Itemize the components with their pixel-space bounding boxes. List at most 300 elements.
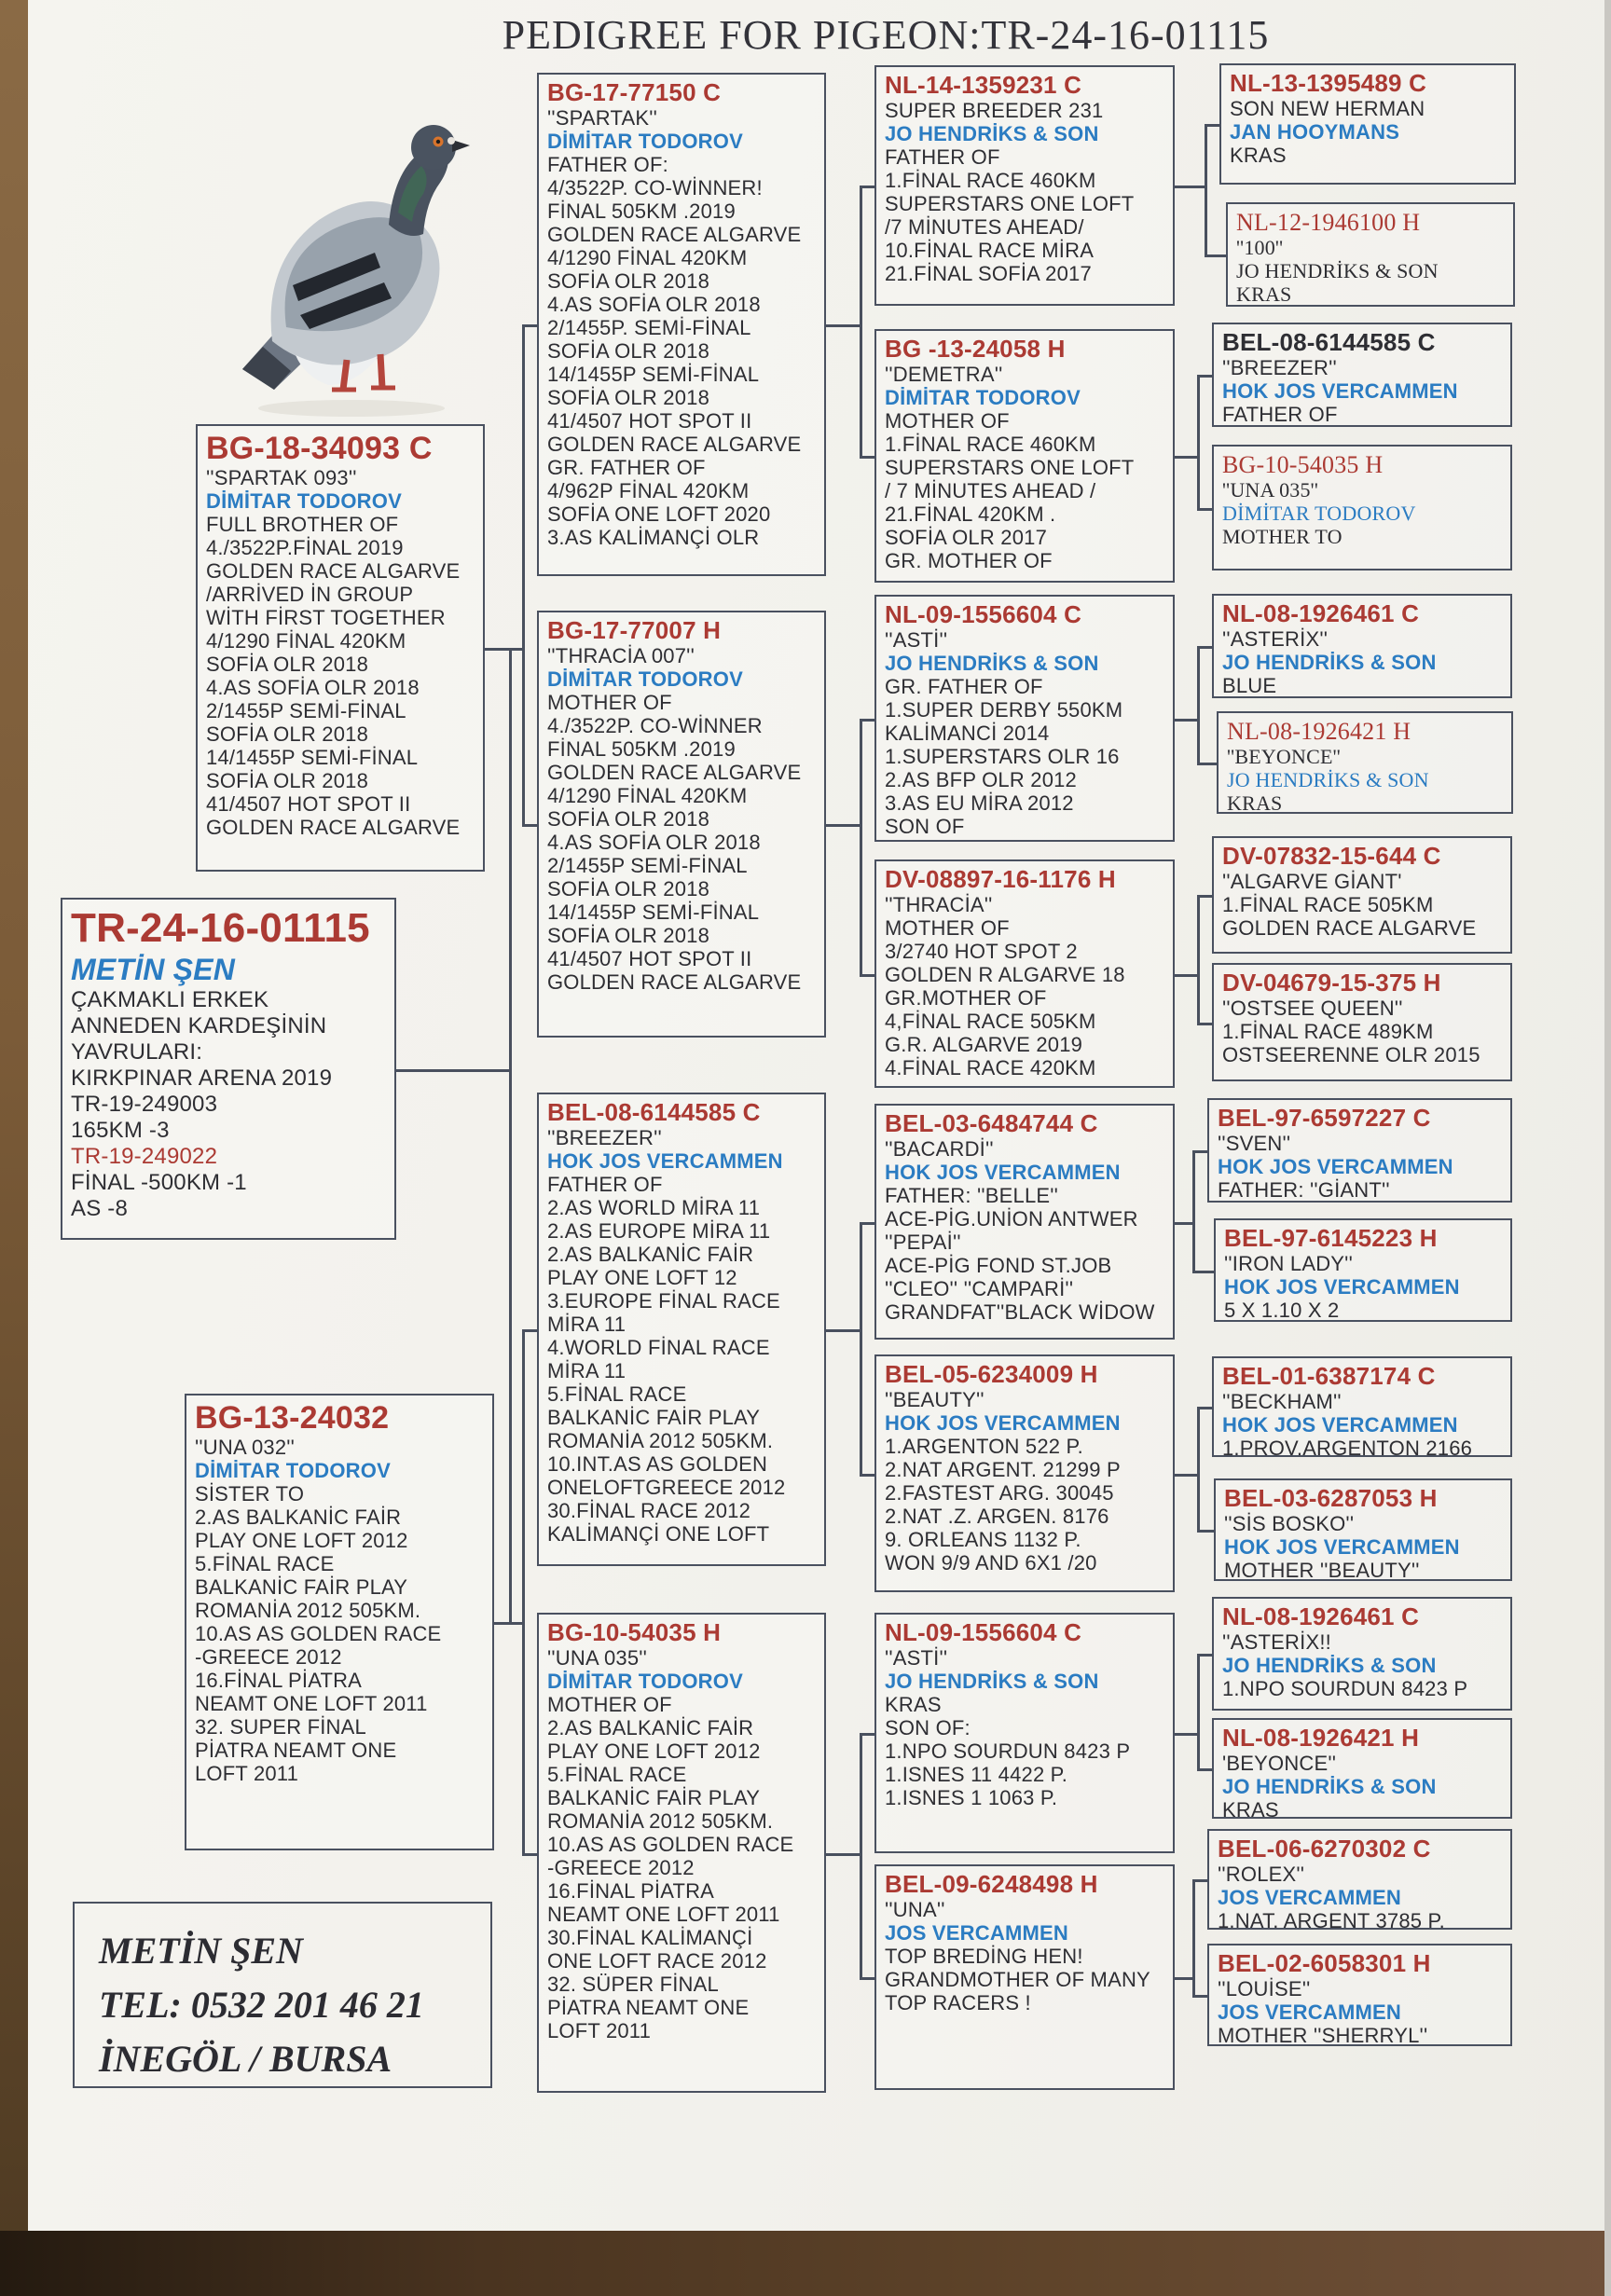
pedigree-line: TOP RACERS ! <box>885 1991 1031 2014</box>
breeder-name: HOK JOS VERCAMMEN <box>1224 1275 1460 1299</box>
pedigree-box-bel06 <box>1207 1829 1512 1930</box>
pedigree-line: GOLDEN RACE ALGARVE <box>1222 916 1477 940</box>
breeder-name: JO HENDRİKS & SON <box>885 122 1099 145</box>
pedigree-box-tr <box>61 898 396 1240</box>
pigeon-name: ''UNA'' <box>885 1898 945 1921</box>
pedigree-line: 2.AS BALKANİC FAİR <box>547 1243 754 1266</box>
pedigree-line: 21.FİNAL SOFİA 2017 <box>885 262 1092 285</box>
breeder-name: JO HENDRİKS & SON <box>1222 651 1437 674</box>
owner-name: METİN ŞEN <box>99 1930 303 1972</box>
breeder-name: HOK JOS VERCAMMEN <box>1222 1413 1458 1437</box>
pedigree-line: MOTHER TO <box>1222 525 1342 548</box>
pedigree-line: 2/1455P SEMİ-FİNAL <box>206 699 406 722</box>
pedigree-line: GOLDEN RACE ALGARVE <box>547 223 802 246</box>
connector-line <box>1192 1271 1214 1273</box>
pedigree-line: SOFİA OLR 2018 <box>547 877 709 901</box>
connector-line <box>494 1622 525 1625</box>
pigeon-name: ''BREEZER'' <box>547 1126 662 1149</box>
pedigree-box-nl08_421b <box>1212 1718 1512 1819</box>
breeder-name: HOK JOS VERCAMMEN <box>885 1411 1121 1435</box>
pedigree-box-bel97_223 <box>1214 1218 1512 1322</box>
connector-line <box>509 648 512 1622</box>
pedigree-box-bg10_c2 <box>537 1613 826 2093</box>
pedigree-line: 10.AS AS GOLDEN RACE <box>195 1622 442 1645</box>
breeder-name: HOK JOS VERCAMMEN <box>1224 1535 1460 1559</box>
pedigree-line: 1.ISNES 1 1063 P. <box>885 1786 1058 1809</box>
pedigree-box-bg18 <box>196 424 485 872</box>
connector-line <box>1205 124 1207 254</box>
pedigree-line: GOLDEN R ALGARVE 18 <box>885 963 1125 986</box>
ring-number: NL-13-1395489 C <box>1230 69 1427 97</box>
ring-number: BEL-03-6484744 C <box>885 1109 1098 1137</box>
ring-number: BEL-05-6234009 H <box>885 1360 1098 1388</box>
pigeon-name: ''BEYONCE'' <box>1227 745 1341 768</box>
pedigree-line: MOTHER OF <box>885 409 1010 433</box>
pedigree-line: 2.AS BALKANİC FAİR <box>195 1505 402 1529</box>
connector-line <box>860 456 874 459</box>
pedigree-line: / 7 MİNUTES AHEAD / <box>885 479 1096 502</box>
pedigree-line: GR. MOTHER OF <box>885 549 1053 572</box>
connector-line <box>1192 1150 1195 1271</box>
pedigree-line: PLAY ONE LOFT 12 <box>547 1266 737 1289</box>
connector-line <box>860 186 862 456</box>
contact-phone: TEL: 0532 201 46 21 <box>99 1984 424 2026</box>
pedigree-box-bg13_24032 <box>185 1394 494 1850</box>
pedigree-line: ONELOFTGREECE 2012 <box>547 1476 786 1499</box>
pedigree-line: 4,FİNAL RACE 505KM <box>885 1010 1096 1033</box>
breeder-name: DİMİTAR TODOROV <box>547 667 743 691</box>
pedigree-box-bel03_6287053 <box>1214 1478 1512 1581</box>
pedigree-line: /ARRİVED İN GROUP <box>206 583 414 606</box>
pedigree-line: BALKANİC FAİR PLAY <box>547 1786 761 1809</box>
pedigree-line: 4.AS SOFİA OLR 2018 <box>547 293 761 316</box>
pedigree-line: 1.SUPERSTARS OLR 16 <box>885 745 1120 768</box>
pedigree-line: KRAS <box>1227 791 1283 814</box>
pigeon-illustration <box>207 62 487 425</box>
ring-number: BEL-97-6597227 C <box>1218 1104 1431 1132</box>
pedigree-line: 10.INT.AS AS GOLDEN <box>547 1452 768 1476</box>
pedigree-line: ROMANİA 2012 505KM. <box>195 1599 421 1622</box>
breeder-name: DİMİTAR TODOROV <box>547 130 743 153</box>
connector-line <box>1197 1530 1214 1533</box>
pedigree-box-bel05_6234009 <box>874 1354 1175 1592</box>
pedigree-line: 5 X 1.10 X 2 <box>1224 1299 1340 1322</box>
pedigree-line: 14/1455P SEMİ-FİNAL <box>206 746 419 769</box>
pedigree-box-bg17_77007 <box>537 611 826 1038</box>
pedigree-line: 1.PROV.ARGENTON 2166 <box>1222 1437 1473 1457</box>
pedigree-box-bel02 <box>1207 1944 1512 2046</box>
pigeon-name: ''SPARTAK 093'' <box>206 466 357 489</box>
pedigree-line: 4./3522P.FİNAL 2019 <box>206 536 404 559</box>
ring-number: DV-07832-15-644 C <box>1222 842 1441 870</box>
pedigree-line: GOLDEN RACE ALGARVE <box>547 761 802 784</box>
connector-line <box>1197 1654 1200 1768</box>
pedigree-line: PİATRA NEAMT ONE <box>547 1996 750 2019</box>
ring-number: BG-17-77150 C <box>547 78 722 106</box>
breeder-name: DİMİTAR TODOROV <box>547 1670 743 1693</box>
connector-line <box>1197 508 1212 511</box>
pedigree-line: 4/1290 FİNAL 420KM <box>547 784 748 807</box>
pedigree-line: FİNAL 505KM .2019 <box>547 737 736 761</box>
pedigree-line: BALKANİC FAİR PLAY <box>195 1575 408 1599</box>
connector-line <box>1175 1733 1200 1736</box>
connector-line <box>522 824 537 827</box>
connector-line <box>1205 254 1226 257</box>
pedigree-line: G.R. ALGARVE 2019 <box>885 1033 1083 1056</box>
pedigree-line: 2/1455P SEMİ-FİNAL <box>547 854 748 877</box>
pedigree-line: MOTHER OF <box>885 916 1010 940</box>
connector-line <box>1197 375 1200 508</box>
ring-number: BEL-97-6145223 H <box>1224 1224 1438 1252</box>
pedigree-line: 1.NAT. ARGENT 3785 P. <box>1218 1909 1445 1930</box>
pedigree-line: SOFİA OLR 2018 <box>206 653 368 676</box>
pedigree-box-nl12 <box>1226 202 1515 307</box>
breeder-name: JO HENDRİKS & SON <box>885 652 1099 675</box>
pedigree-line: SOFİA OLR 2018 <box>547 269 709 293</box>
pigeon-name: ''ASTİ'' <box>885 628 948 652</box>
pedigree-line: SOFİA OLR 2018 <box>547 807 709 831</box>
connector-line <box>1175 719 1200 722</box>
ring-number: BG-18-34093 C <box>206 431 433 466</box>
pedigree-line: LOFT 2011 <box>195 1762 299 1785</box>
pedigree-line: FATHER OF <box>547 1173 663 1196</box>
pedigree-line: SON OF <box>885 815 965 838</box>
pedigree-line: BLUE <box>1222 674 1277 697</box>
pedigree-line: BALKANİC FAİR PLAY <box>547 1406 761 1429</box>
pigeon-name: ''BEAUTY'' <box>885 1388 984 1411</box>
connector-line <box>826 324 862 327</box>
ring-number: BEL-06-6270302 C <box>1218 1835 1431 1863</box>
pedigree-line: PLAY ONE LOFT 2012 <box>547 1739 761 1763</box>
ring-number: NL-08-1926461 C <box>1222 1602 1420 1630</box>
pedigree-line: 21.FİNAL 420KM . <box>885 502 1056 526</box>
pedigree-box-dv04679 <box>1212 963 1512 1081</box>
pedigree-line: MİRA 11 <box>547 1313 626 1336</box>
ring-number: NL-08-1926461 C <box>1222 599 1420 627</box>
pedigree-line: ACE-PİG.UNİON ANTWER <box>885 1207 1138 1230</box>
pedigree-line: GRANDMOTHER OF MANY <box>885 1968 1150 1991</box>
ring-number: BEL-09-6248498 H <box>885 1870 1098 1898</box>
pedigree-line: PİATRA NEAMT ONE <box>195 1739 397 1762</box>
pedigree-line: NEAMT ONE LOFT 2011 <box>547 1903 780 1926</box>
pedigree-line: SOFİA OLR 2018 <box>547 924 709 947</box>
pedigree-line: 2.AS WORLD MİRA 11 <box>547 1196 761 1219</box>
pedigree-line: /7 MİNUTES AHEAD/ <box>885 215 1084 239</box>
connector-line <box>1192 1995 1207 1998</box>
pedigree-line: 1.SUPER DERBY 550KM <box>885 698 1123 722</box>
breeder-name: HOK JOS VERCAMMEN <box>1218 1155 1453 1178</box>
pedigree-line: GOLDEN RACE ALGARVE <box>206 559 461 583</box>
pigeon-photo <box>207 62 487 425</box>
pedigree-line: KALİMANCİ 2014 <box>885 722 1050 745</box>
pigeon-name: SON NEW HERMAN <box>1230 97 1425 120</box>
pedigree-box-nl08_421a <box>1217 711 1513 814</box>
pigeon-name: ''SİS BOSKO'' <box>1224 1512 1355 1535</box>
pigeon-name: ''DEMETRA'' <box>885 363 1003 386</box>
ring-number: BEL-08-6144585 C <box>547 1098 761 1126</box>
pedigree-line: 1.NPO SOURDUN 8423 P <box>885 1739 1131 1763</box>
pedigree-box-bg13_24058 <box>874 329 1175 583</box>
pedigree-box-nl08_461a <box>1212 594 1512 698</box>
pedigree-box-nl09_a <box>874 595 1175 842</box>
breeder-name: JOS VERCAMMEN <box>1218 1886 1401 1909</box>
pedigree-line: MOTHER ''SHERRYL'' <box>1218 2024 1428 2046</box>
scan-edge-left <box>0 0 28 2296</box>
pigeon-name: ''100'' <box>1236 236 1284 259</box>
connector-line <box>860 1474 874 1477</box>
pedigree-line: SOFİA OLR 2018 <box>206 769 368 792</box>
pedigree-line: GOLDEN RACE ALGARVE <box>547 433 802 456</box>
breeder-name: HOK JOS VERCAMMEN <box>547 1149 783 1173</box>
pedigree-line: GR. FATHER OF <box>547 456 706 479</box>
connector-line <box>826 1853 862 1856</box>
connector-line <box>1197 1023 1212 1025</box>
connector-line <box>522 1853 537 1856</box>
pedigree-line: ''CLEO'' ''CAMPARİ'' <box>885 1277 1074 1300</box>
pedigree-line: SUPERSTARS ONE LOFT <box>885 456 1135 479</box>
pedigree-line: 1.FİNAL RACE 460KM <box>885 433 1096 456</box>
ring-number: BEL-02-6058301 H <box>1218 1949 1431 1977</box>
pedigree-line: 1.FİNAL RACE 505KM <box>1222 893 1434 916</box>
pedigree-line: SOFİA OLR 2018 <box>547 386 709 409</box>
ring-number: NL-09-1556604 C <box>885 1618 1082 1646</box>
pedigree-line: FATHER: ''GİANT'' <box>1218 1178 1390 1202</box>
pedigree-line: KRAS <box>1230 144 1287 167</box>
pedigree-line: MİRA 11 <box>547 1359 626 1382</box>
pigeon-name: ''ROLEX'' <box>1218 1863 1305 1886</box>
pigeon-name: ''LOUİSE'' <box>1218 1977 1311 2000</box>
pedigree-line: 2.AS EUROPE MİRA 11 <box>547 1219 771 1243</box>
breeder-name: DİMİTAR TODOROV <box>885 386 1081 409</box>
connector-line <box>522 324 525 824</box>
pedigree-box-bg17_77150 <box>537 73 826 576</box>
pedigree-line: AS -8 <box>71 1196 129 1221</box>
pedigree-line: -GREECE 2012 <box>195 1645 342 1669</box>
pedigree-line: 4./3522P. CO-WİNNER <box>547 714 763 737</box>
pedigree-line: SİSTER TO <box>195 1482 305 1505</box>
pedigree-line: LOFT 2011 <box>547 2019 652 2042</box>
pedigree-line: 3.AS KALİMANÇİ OLR <box>547 526 760 549</box>
pedigree-line: WON 9/9 AND 6X1 /20 <box>885 1551 1097 1574</box>
connector-line <box>1175 1474 1200 1477</box>
breeder-name: DİMİTAR TODOROV <box>1222 502 1416 525</box>
pedigree-line: ''PEPAİ'' <box>885 1230 961 1254</box>
pedigree-box-nl09_b <box>874 1613 1175 1853</box>
pedigree-line: TR-19-249022 <box>71 1144 218 1169</box>
pigeon-name: ''SPARTAK'' <box>547 106 658 130</box>
pedigree-line: KRAS <box>1222 1798 1279 1819</box>
pedigree-line: SUPERSTARS ONE LOFT <box>885 192 1135 215</box>
pedigree-line: 32. SUPER FİNAL <box>195 1715 366 1739</box>
breeder-name: DİMİTAR TODOROV <box>195 1459 391 1482</box>
pedigree-box-nl14 <box>874 65 1175 306</box>
pedigree-line: 16.FİNAL PİATRA <box>547 1879 715 1903</box>
pedigree-line: TOP BREDİNG HEN! <box>885 1945 1083 1968</box>
pedigree-line: ROMANİA 2012 505KM. <box>547 1429 774 1452</box>
connector-line <box>1175 456 1200 459</box>
pedigree-line: SON OF: <box>885 1716 971 1739</box>
pedigree-box-bel09 <box>874 1864 1175 2090</box>
pedigree-line: ANNEDEN KARDEŞİNİN <box>71 1013 327 1038</box>
pedigree-line: 1.ISNES 11 4422 P. <box>885 1763 1068 1786</box>
ring-number: NL-12-1946100 H <box>1236 209 1421 236</box>
pedigree-line: MOTHER OF <box>547 691 672 714</box>
pedigree-line: 16.FİNAL PİATRA <box>195 1669 363 1692</box>
pigeon-name: ''BREEZER'' <box>1222 356 1337 379</box>
breeder-name: JO HENDRİKS & SON <box>1222 1775 1437 1798</box>
pedigree-box-bel97_227 <box>1207 1098 1512 1203</box>
ring-number: BEL-01-6387174 C <box>1222 1362 1436 1390</box>
connector-line <box>1197 895 1200 1023</box>
pigeon-name: ''IRON LADY'' <box>1224 1252 1353 1275</box>
pedigree-line: 4.AS SOFİA OLR 2018 <box>547 831 761 854</box>
ring-number: DV-08897-16-1176 H <box>885 865 1116 893</box>
pedigree-box-bel01 <box>1212 1356 1512 1457</box>
pedigree-line: FATHER OF <box>885 145 1000 169</box>
pigeon-name: ''BACARDİ'' <box>885 1137 994 1161</box>
pedigree-line: 30.FİNAL RACE 2012 <box>547 1499 751 1522</box>
pedigree-line: 4/3522P. CO-WİNNER! <box>547 176 763 199</box>
ring-number: BG -13-24058 H <box>885 335 1066 363</box>
pedigree-line: 2.NAT ARGENT. 21299 P <box>885 1458 1121 1481</box>
connector-line <box>860 1222 862 1474</box>
pedigree-line: GRANDFAT''BLACK WİDOW <box>885 1300 1155 1324</box>
ring-number: BG-10-54035 H <box>1222 451 1384 478</box>
connector-line <box>826 824 862 827</box>
pedigree-line: MOTHER OF <box>547 1693 672 1716</box>
pedigree-line: 14/1455P SEMİ-FİNAL <box>547 363 760 386</box>
pedigree-line: KRAS <box>1236 282 1292 306</box>
connector-line <box>860 974 874 977</box>
pedigree-line: GOLDEN RACE ALGARVE <box>547 970 802 994</box>
pedigree-line: GOLDEN RACE ALGARVE <box>206 816 461 839</box>
pedigree-box-bel08_r <box>1212 323 1512 427</box>
pedigree-box-dv07832 <box>1212 836 1512 954</box>
pedigree-line: 165KM -3 <box>71 1118 170 1143</box>
pigeon-name: ''UNA 035'' <box>547 1646 648 1670</box>
pedigree-line: 4.WORLD FİNAL RACE <box>547 1336 770 1359</box>
pedigree-line: FATHER: ''BELLE'' <box>885 1184 1059 1207</box>
connector-line <box>485 648 525 651</box>
pedigree-line: WİTH FİRST TOGETHER <box>206 606 446 629</box>
pedigree-line: 41/4507 HOT SPOT II <box>547 947 752 970</box>
pedigree-line: GR. FATHER OF <box>885 675 1043 698</box>
pedigree-line: ONE LOFT RACE 2012 <box>547 1949 767 1973</box>
pedigree-line: ÇAKMAKLI ERKEK <box>71 987 269 1012</box>
pedigree-line: 5.FİNAL RACE <box>547 1763 687 1786</box>
ring-number: NL-08-1926421 H <box>1227 718 1411 745</box>
pigeon-name: ''UNA 035'' <box>1222 478 1319 502</box>
breeder-name: DİMİTAR TODOROV <box>206 489 402 513</box>
pedigree-line: 2.NAT .Z. ARGEN. 8176 <box>885 1505 1109 1528</box>
ring-number: NL-09-1556604 C <box>885 600 1082 628</box>
contact-box <box>73 1902 492 2088</box>
pedigree-line: 2/1455P. SEMİ-FİNAL <box>547 316 751 339</box>
pedigree-line: 10.FİNAL RACE MİRA <box>885 239 1095 262</box>
scan-edge-right <box>1604 0 1611 2296</box>
breeder-name: JO HENDRİKS & SON <box>885 1670 1099 1693</box>
pedigree-line: YAVRULARI: <box>71 1039 203 1065</box>
pedigree-line: KALİMANÇİ ONE LOFT <box>547 1522 770 1546</box>
breeder-name: METİN ŞEN <box>71 953 236 986</box>
contact-location: İNEGÖL / BURSA <box>99 2038 392 2080</box>
pedigree-line: 2.AS BFP OLR 2012 <box>885 768 1077 791</box>
pedigree-line: 3/2740 HOT SPOT 2 <box>885 940 1078 963</box>
pedigree-line: 32. SÜPER FİNAL <box>547 1973 719 1996</box>
breeder-name: JOS VERCAMMEN <box>1218 2000 1401 2024</box>
pedigree-line: MOTHER ''BEAUTY'' <box>1224 1559 1420 1581</box>
pedigree-line: 14/1455P SEMİ-FİNAL <box>547 901 760 924</box>
connector-line <box>1175 186 1207 188</box>
pedigree-line: GR.MOTHER OF <box>885 986 1047 1010</box>
connector-line <box>1197 1407 1200 1530</box>
ring-number: BG-10-54035 H <box>547 1618 722 1646</box>
pedigree-line: 30.FİNAL KALİMANÇİ <box>547 1926 753 1949</box>
connector-line <box>1197 1768 1212 1771</box>
pedigree-line: 5.FİNAL RACE <box>547 1382 687 1406</box>
pedigree-line: JO HENDRİKS & SON <box>1236 259 1439 282</box>
pigeon-name: ''OSTSEE QUEEN'' <box>1222 997 1403 1020</box>
pedigree-line: 4.AS SOFİA OLR 2018 <box>206 676 420 699</box>
pedigree-line: 5.FİNAL RACE <box>195 1552 335 1575</box>
pedigree-box-bg10_r <box>1212 445 1512 571</box>
pedigree-line: 2.AS BALKANİC FAİR <box>547 1716 754 1739</box>
pedigree-line: SOFİA ONE LOFT 2020 <box>547 502 771 526</box>
pedigree-line: 9. ORLEANS 1132 P. <box>885 1528 1081 1551</box>
pedigree-line: KIRKPINAR ARENA 2019 <box>71 1066 333 1091</box>
pedigree-line: FATHER OF: <box>547 153 668 176</box>
pedigree-line: SOFİA OLR 2018 <box>206 722 368 746</box>
pedigree-line: FİNAL -500KM -1 <box>71 1170 247 1195</box>
pedigree-line: 41/4507 HOT SPOT II <box>206 792 411 816</box>
breeder-name: HOK JOS VERCAMMEN <box>885 1161 1121 1184</box>
pigeon-name: ''THRACİA'' <box>885 893 993 916</box>
pedigree-line: 2.FASTEST ARG. 30045 <box>885 1481 1114 1505</box>
pedigree-line: ACE-PİG FOND ST.JOB <box>885 1254 1112 1277</box>
breeder-name: HOK JOS VERCAMMEN <box>1222 379 1458 403</box>
pedigree-line: 4.FİNAL RACE 420KM <box>885 1056 1096 1079</box>
ring-number: BEL-03-6287053 H <box>1224 1484 1438 1512</box>
ring-number: BEL-08-6144585 C <box>1222 328 1436 356</box>
pedigree-box-bel08_c2 <box>537 1093 826 1566</box>
pedigree-line: TR-19-249003 <box>71 1092 218 1117</box>
connector-line <box>1175 974 1200 977</box>
ring-number: TR-24-16-01115 <box>71 905 370 951</box>
pigeon-name: ''ASTİ'' <box>885 1646 948 1670</box>
pedigree-line: 10.AS AS GOLDEN RACE <box>547 1833 794 1856</box>
breeder-name: JOS VERCAMMEN <box>885 1921 1068 1945</box>
pedigree-box-bel03_6484744 <box>874 1104 1175 1340</box>
ring-number: DV-04679-15-375 H <box>1222 969 1441 997</box>
connector-line <box>860 719 862 974</box>
ring-number: NL-14-1359231 C <box>885 71 1082 99</box>
pedigree-line: FULL BROTHER OF <box>206 513 399 536</box>
connector-line <box>826 1329 862 1332</box>
pedigree-line: -GREECE 2012 <box>547 1856 695 1879</box>
pedigree-line: 4/1290 FİNAL 420KM <box>547 246 748 269</box>
pedigree-line: 4/1290 FİNAL 420KM <box>206 629 406 653</box>
pedigree-line: 1.ARGENTON 522 P. <box>885 1435 1083 1458</box>
connector-line <box>1175 1222 1195 1225</box>
pedigree-line: FİNAL 505KM .2019 <box>547 199 736 223</box>
connector-line <box>522 1329 525 1853</box>
pedigree-line: 1.FİNAL RACE 460KM <box>885 169 1096 192</box>
connector-line <box>1197 646 1200 763</box>
breeder-name: JO HENDRİKS & SON <box>1227 768 1429 791</box>
pedigree-line: NEAMT ONE LOFT 2011 <box>195 1692 428 1715</box>
connector-line <box>1175 1977 1195 1980</box>
breeder-name: JAN HOOYMANS <box>1230 120 1400 144</box>
